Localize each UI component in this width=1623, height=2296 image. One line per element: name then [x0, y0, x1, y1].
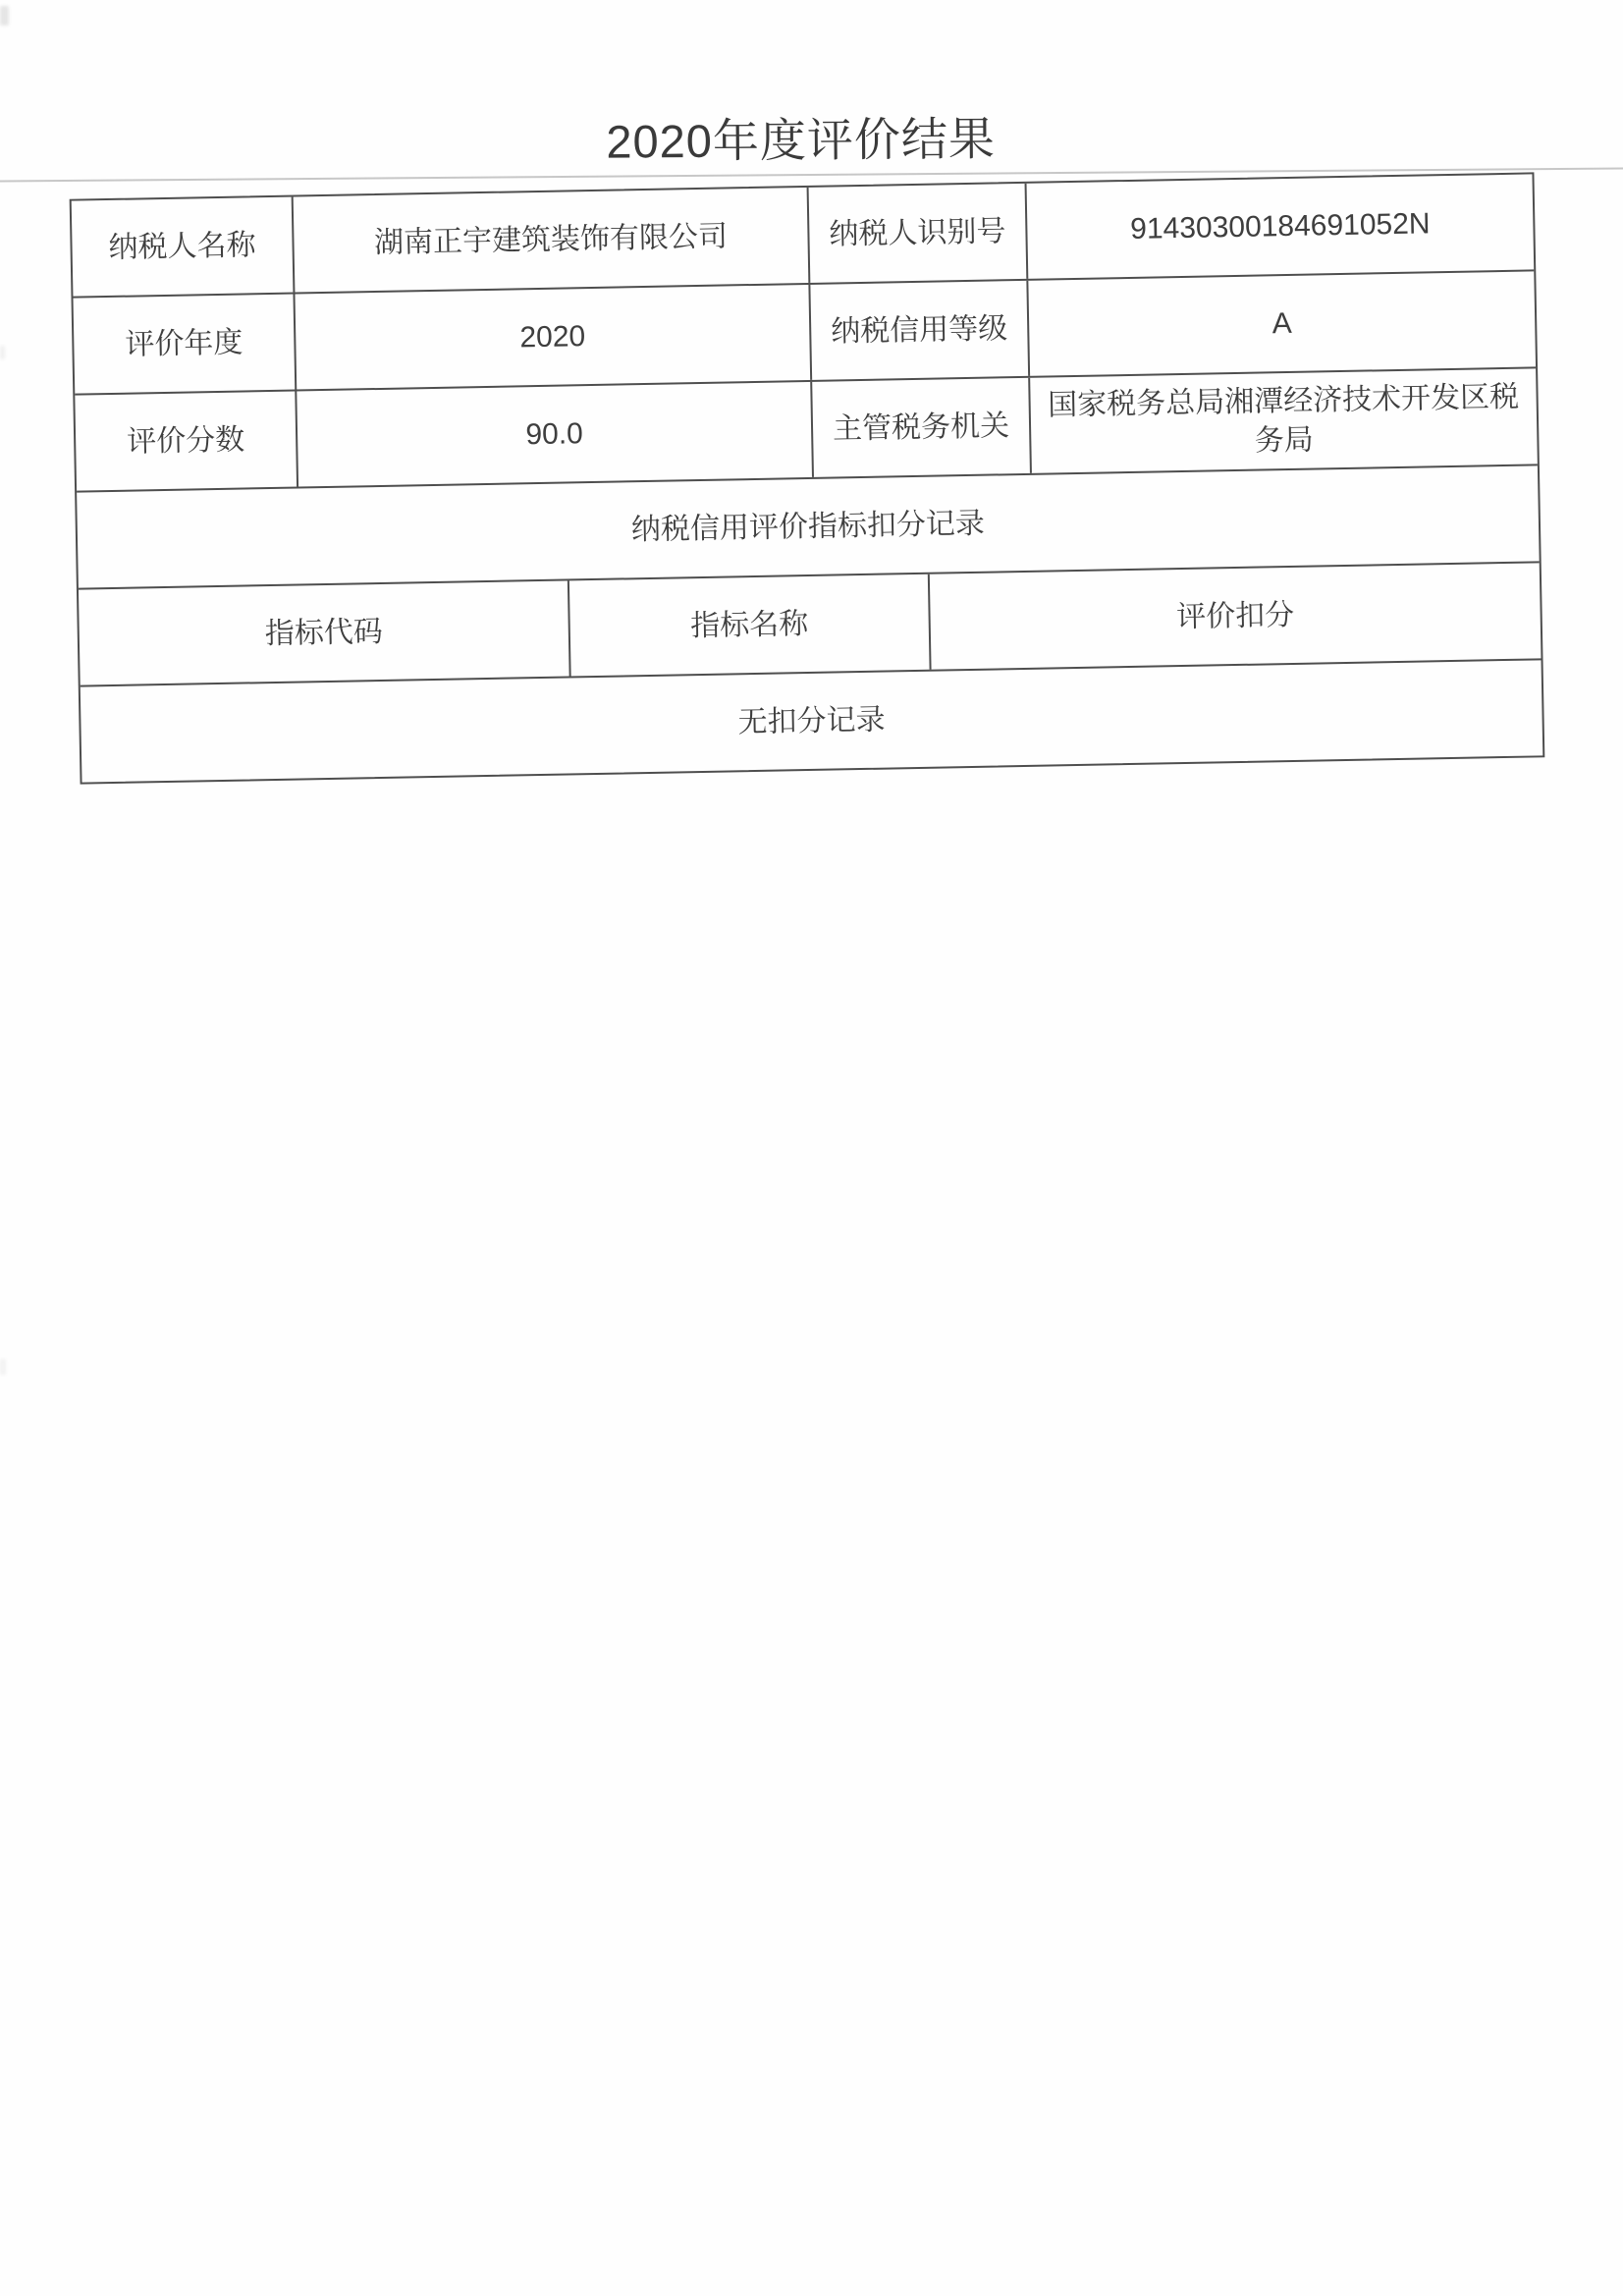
evaluation-score-label: 评价分数 [75, 392, 298, 491]
taxpayer-id-label: 纳税人识别号 [809, 184, 1029, 283]
evaluation-year-value: 2020 [295, 285, 812, 390]
scan-artifact [0, 6, 9, 26]
tax-authority-value: 国家税务总局湘潭经济技术开发区税务局 [1047, 380, 1520, 458]
no-deduction-record-cell: 无扣分记录 [737, 703, 886, 739]
taxpayer-name-label: 纳税人名称 [72, 197, 296, 297]
evaluation-deduction-header: 评价扣分 [1175, 598, 1295, 633]
scan-artifact [0, 346, 5, 359]
evaluation-result-table [70, 172, 1545, 784]
tax-authority-label: 主管税务机关 [812, 378, 1032, 477]
deduction-section-header: 纳税信用评价指标扣分记录 [630, 507, 986, 546]
taxpayer-name-value: 湖南正宇建筑装饰有限公司 [294, 188, 811, 293]
page-title: 2020年度评价结果 [606, 112, 997, 168]
credit-rating-label: 纳税信用等级 [810, 281, 1030, 380]
document-header [0, 0, 1623, 168]
taxpayer-id-value: 91430300184691052N [1129, 207, 1431, 246]
scan-artifact [0, 1359, 6, 1375]
evaluation-year-label: 评价年度 [74, 295, 298, 394]
credit-rating-value: A [1271, 306, 1292, 340]
evaluation-score-value: 90.0 [297, 382, 814, 487]
indicator-name-header: 指标名称 [569, 574, 932, 677]
indicator-code-header: 指标代码 [79, 580, 571, 684]
